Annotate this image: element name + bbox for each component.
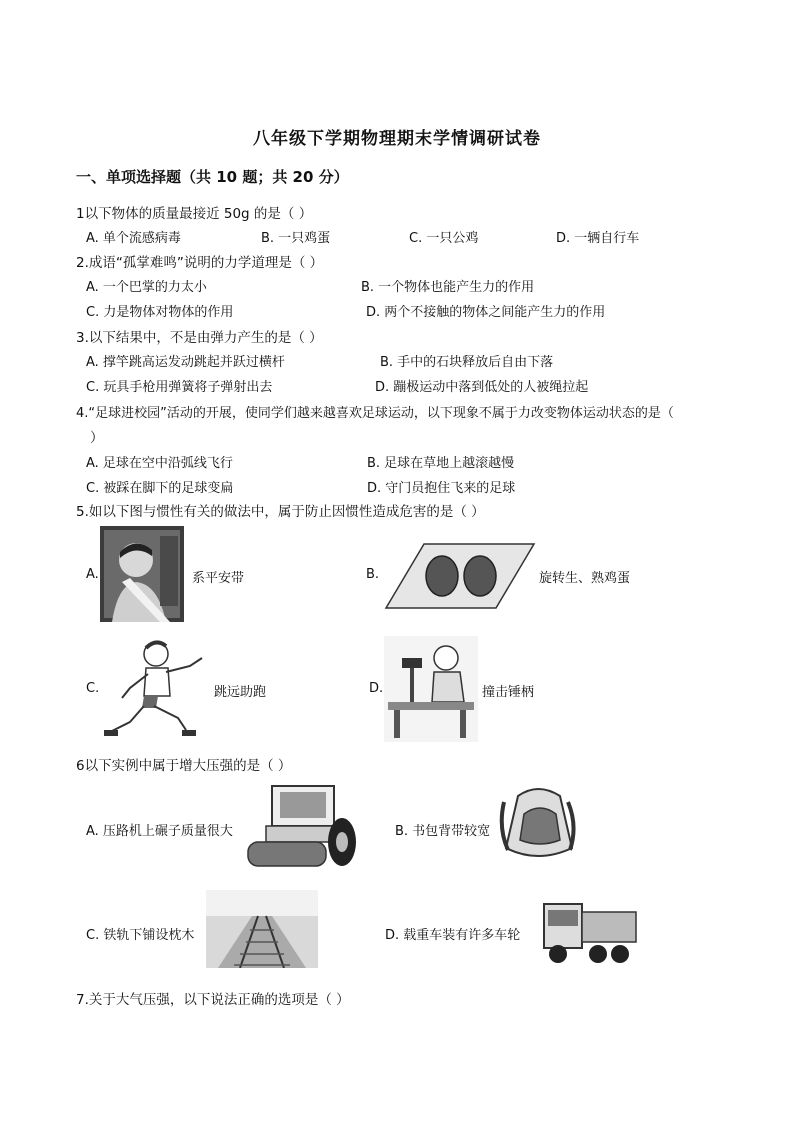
q5-option-c-letter: C. [86,681,100,696]
question-6-stem: 6以下实例中属于增大压强的是（ ） [76,758,292,774]
question-7-stem: 7.关于大气压强，以下说法正确的选项是（ ） [76,992,350,1008]
q3-option-a: A. 撑竿跳高运发动跳起并跃过横杆 [86,355,285,370]
q4-option-d: D. 守门员抱住飞来的足球 [367,481,516,496]
schoolbag-image [498,782,578,864]
q3-option-c: C. 玩具手枪用弹簧将子弹射出去 [86,380,273,395]
seatbelt-image [100,526,184,622]
q4-option-a: A. 足球在空中沿弧线飞行 [86,456,233,471]
q4-option-c: C. 被踩在脚下的足球变扁 [86,481,234,496]
long-jump-runner-image [100,636,210,742]
question-5-stem: 5.如以下图与惯性有关的做法中，属于防止因惯性造成危害的是（ ） [76,504,485,520]
eggs-image [384,542,536,610]
q1-option-a: A. 单个流感病毒 [86,231,181,246]
q6-option-a: A. 压路机上碾子质量很大 [86,824,233,839]
q5-option-b-letter: B. [366,567,380,582]
question-2-stem: 2.成语“孤掌难鸣”说明的力学道理是（ ） [76,255,324,271]
q6-option-b: B. 书包背带较宽 [395,824,491,839]
q5-option-a-text: 系平安带 [192,571,245,586]
q5-option-d-text: 撞击锤柄 [482,685,535,700]
q6-option-d: D. 载重车装有许多车轮 [385,928,521,943]
railway-track-image [206,890,318,968]
q3-option-d: D. 蹦极运动中落到低处的人被绳拉起 [375,380,589,395]
question-4-stem: 4.“足球进校园”活动的开展，使同学们越来越喜欢足球运动，以下现象不属于力改变物体运动状态的是（ [76,406,674,421]
q2-option-b: B. 一个物体也能产生力的作用 [361,280,535,295]
q3-option-b: B. 手中的石块释放后自由下落 [380,355,554,370]
q1-option-b: B. 一只鸡蛋 [261,231,331,246]
q5-option-d-letter: D. [369,681,384,696]
q1-option-d: D. 一辆自行车 [556,231,640,246]
question-1-stem: 1以下物体的质量最接近 50g 的是（ ） [76,206,313,222]
q5-option-b-text: 旋转生、熟鸡蛋 [539,571,631,586]
hammer-handle-image [384,636,478,742]
q2-option-c: C. 力是物体对物体的作用 [86,305,234,320]
q5-option-a-letter: A. [86,567,99,582]
section-heading: 一、单项选择题（共 10 题；共 20 分） [76,168,349,186]
question-3-stem: 3.以下结果中，不是由弹力产生的是（ ） [76,330,323,346]
q1-option-c: C. 一只公鸡 [409,231,479,246]
q5-option-c-text: 跳远助跑 [214,685,267,700]
page-title: 八年级下学期物理期末学情调研试卷 [253,129,541,149]
q4-option-b: B. 足球在草地上越滚越慢 [367,456,515,471]
q6-option-c: C. 铁轨下铺设枕木 [86,928,195,943]
q2-option-d: D. 两个不接触的物体之间能产生力的作用 [366,305,606,320]
heavy-truck-image [542,894,640,966]
question-4-stem-end: ） [90,430,104,446]
road-roller-image [246,784,358,872]
q2-option-a: A. 一个巴掌的力太小 [86,280,207,295]
